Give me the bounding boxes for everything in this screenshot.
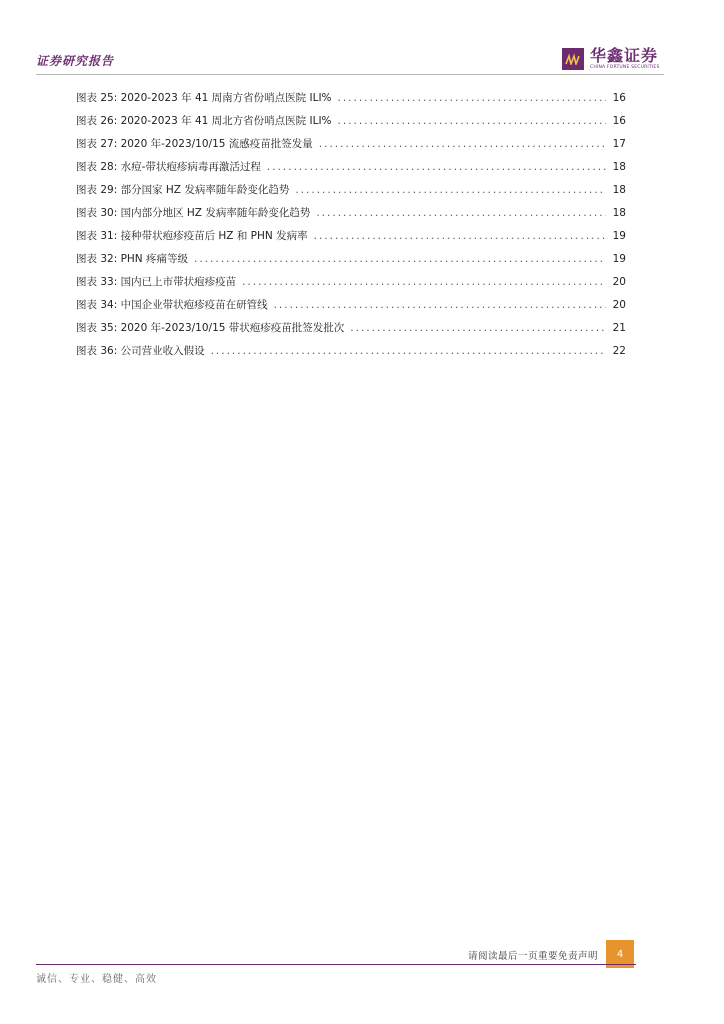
toc-entry-page: 19: [612, 253, 626, 265]
toc-entry-title: 图表 29: 部分国家 HZ 发病率随年龄变化趋势: [76, 184, 290, 196]
toc-entry-page: 17: [612, 138, 626, 150]
toc-entry-page: 22: [612, 345, 626, 357]
toc-entry-page: 20: [612, 276, 626, 288]
toc-leader-dots: [319, 138, 606, 150]
toc-leader-dots: [295, 184, 606, 196]
toc-entry[interactable]: [76, 274, 626, 297]
footer-divider: [36, 964, 636, 965]
toc-entry-title: 图表 28: 水痘-带状疱疹病毒再激活过程: [76, 161, 261, 173]
toc-entry-page: 21: [612, 322, 626, 334]
toc-leader-dots: [338, 115, 606, 127]
toc-entry[interactable]: [76, 228, 626, 251]
company-slogan: 诚信、专业、稳健、高效: [36, 974, 157, 985]
toc-entry-title: 图表 25: 2020-2023 年 41 周南方省份哨点医院 ILI%: [76, 92, 332, 104]
report-type-label: 证券研究报告: [36, 54, 115, 68]
disclaimer-notice: 请阅读最后一页重要免责声明: [467, 951, 598, 962]
logo-english-name: CHINA FORTUNE SECURITIES: [590, 64, 660, 70]
toc-entry[interactable]: [76, 182, 626, 205]
toc-entry-page: 16: [612, 115, 626, 127]
toc-entry-title: 图表 35: 2020 年-2023/10/15 带状疱疹疫苗批签发批次: [76, 322, 345, 334]
toc-leader-dots: [267, 161, 606, 173]
toc-entry-title: 图表 30: 国内部分地区 HZ 发病率随年龄变化趋势: [76, 207, 311, 219]
toc-leader-dots: [194, 253, 606, 265]
toc-entry[interactable]: [76, 136, 626, 159]
company-logo: [562, 46, 660, 72]
toc-entry-page: 18: [612, 184, 626, 196]
toc-entry[interactable]: [76, 205, 626, 228]
toc-entry-page: 18: [612, 161, 626, 173]
table-of-figures: [76, 90, 626, 366]
toc-entry-page: 19: [612, 230, 626, 242]
toc-entry[interactable]: [76, 297, 626, 320]
toc-entry-title: 图表 32: PHN 疼痛等级: [76, 253, 188, 265]
toc-entry-title: 图表 26: 2020-2023 年 41 周北方省份哨点医院 ILI%: [76, 115, 332, 127]
toc-entry[interactable]: [76, 343, 626, 366]
toc-entry-title: 图表 33: 国内已上市带状疱疹疫苗: [76, 276, 237, 288]
toc-leader-dots: [316, 207, 606, 219]
toc-entry[interactable]: [76, 159, 626, 182]
toc-leader-dots: [338, 92, 606, 104]
toc-entry[interactable]: [76, 113, 626, 136]
toc-entry-page: 20: [612, 299, 626, 311]
toc-entry-title: 图表 31: 接种带状疱疹疫苗后 HZ 和 PHN 发病率: [76, 230, 308, 242]
page-number-badge: 4: [606, 940, 634, 968]
toc-leader-dots: [211, 345, 606, 357]
toc-leader-dots: [274, 299, 606, 311]
toc-entry-title: 图表 27: 2020 年-2023/10/15 流感疫苗批签发量: [76, 138, 313, 150]
toc-entry-title: 图表 34: 中国企业带状疱疹疫苗在研管线: [76, 299, 268, 311]
toc-leader-dots: [350, 322, 606, 334]
header-divider: [36, 74, 664, 75]
toc-leader-dots: [242, 276, 606, 288]
toc-entry[interactable]: [76, 251, 626, 274]
toc-entry[interactable]: [76, 90, 626, 113]
toc-entry-page: 18: [612, 207, 626, 219]
logo-mark-icon: [562, 48, 584, 70]
toc-entry[interactable]: [76, 320, 626, 343]
logo-chinese-name: 华鑫证券: [590, 45, 659, 65]
toc-entry-title: 图表 36: 公司营业收入假设: [76, 345, 205, 357]
toc-entry-page: 16: [612, 92, 626, 104]
toc-leader-dots: [314, 230, 606, 242]
